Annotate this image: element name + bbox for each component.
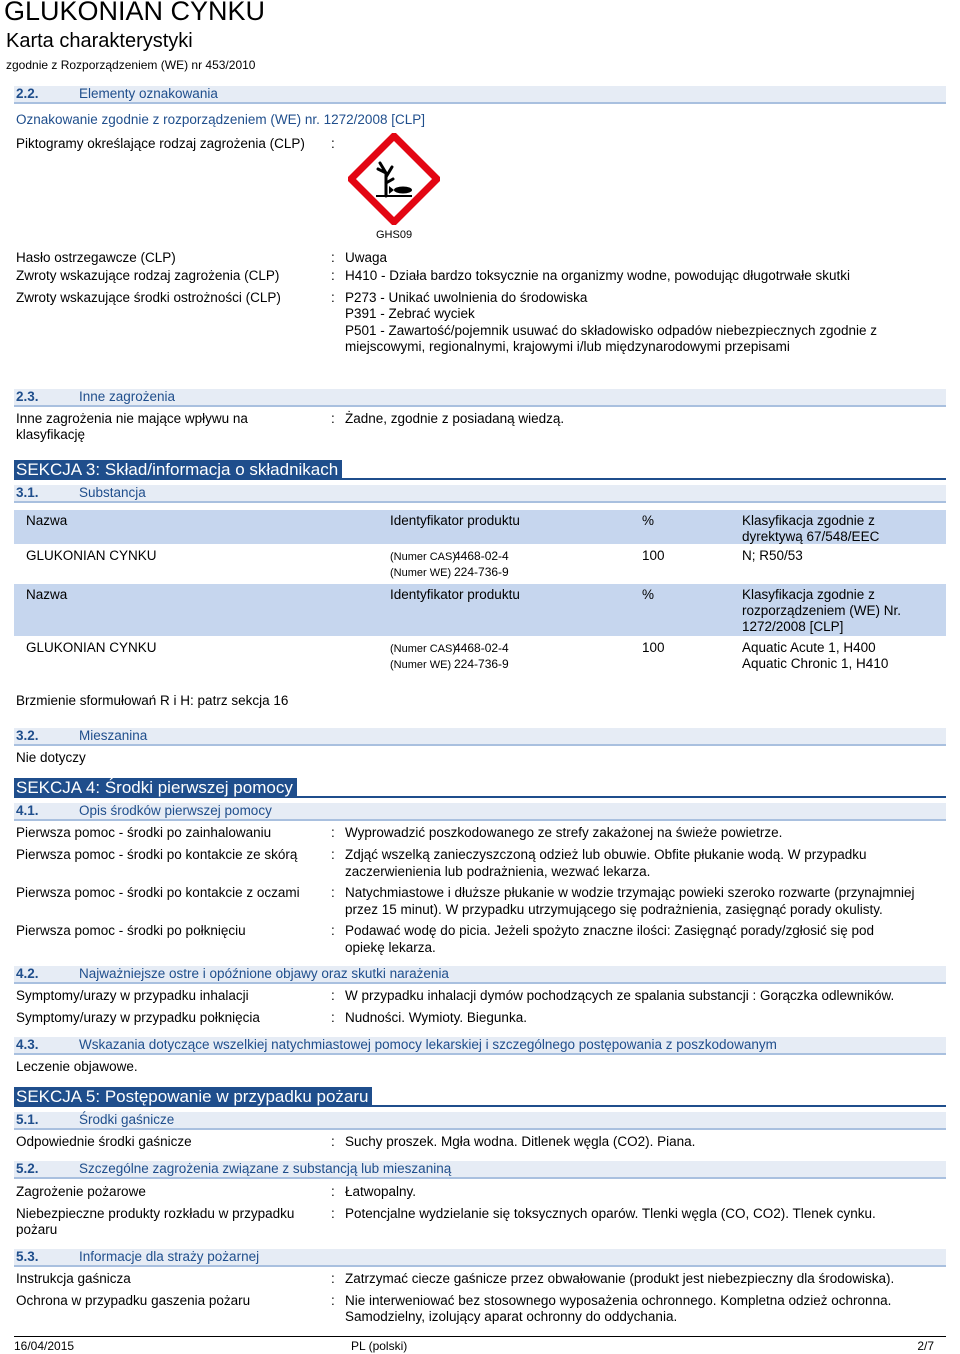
extinguishing-media-label: Odpowiednie środki gaśnicze xyxy=(16,1134,192,1149)
extinguishing-media-value: Suchy proszek. Mgła wodna. Ditlenek węgla (CO2). Piana. xyxy=(345,1134,696,1149)
table-header-row xyxy=(14,584,946,636)
subsection-title: Środki gaśnicze xyxy=(79,1112,175,1127)
page-footer xyxy=(14,1336,946,1353)
subsection-number: 3.2. xyxy=(16,728,39,743)
subsection-title: Opis środków pierwszej pomocy xyxy=(79,803,272,818)
subsection-3-2 xyxy=(14,728,946,746)
subsection-number: 3.1. xyxy=(16,485,39,500)
we-number: 224-736-9 xyxy=(454,657,509,671)
other-hazards-label: Inne zagrożenia nie mające wpływu na xyxy=(16,411,248,426)
footer-page-number: 2/7 xyxy=(917,1339,934,1353)
eye-contact-value: Natychmiastowe i dłuższe płukanie w wodzie trzymając powieki szeroko rozwarte (przynajmniej xyxy=(345,885,915,900)
eye-contact-label: Pierwsza pomoc - środki po kontakcie z oczami xyxy=(16,885,300,900)
other-hazards-value: Żadne, zgodnie z posiadaną wiedzą. xyxy=(345,411,565,426)
table-row xyxy=(14,546,946,580)
subsection-title: Elementy oznakowania xyxy=(79,86,218,101)
firefighting-protection-value: Nie interweniować bez stosownego wyposażenia ochronnego. Kompletna odzież ochronna. xyxy=(345,1293,892,1308)
cas-number: 4468-02-4 xyxy=(454,549,509,563)
decomposition-label-cont: pożaru xyxy=(16,1222,58,1237)
column-header-name: Nazwa xyxy=(26,513,68,528)
subsection-number: 2.3. xyxy=(16,389,39,404)
fire-hazard-label: Zagrożenie pożarowe xyxy=(16,1184,146,1199)
column-header-class: Klasyfikacja zgodnie z xyxy=(742,587,875,602)
subsection-5-3 xyxy=(14,1249,946,1267)
colon: : xyxy=(331,411,335,426)
subsection-title: Najważniejsze ostre i opóźnione objawy oraz skutki narażenia xyxy=(79,966,449,981)
subsection-5-2 xyxy=(14,1161,946,1179)
precaution-line: miejscowymi, regionalnymi, krajowymi i/lub międzynarodowymi przepisami xyxy=(345,339,790,354)
hazard-statement-value: H410 - Działa bardzo toksycznie na organizmy wodne, powodując długotrwałe skutki xyxy=(345,268,851,283)
subsection-4-2 xyxy=(14,966,946,984)
subsection-3-1 xyxy=(14,485,946,503)
column-header-id: Identyfikator produktu xyxy=(390,513,520,528)
section-3-header xyxy=(14,460,946,480)
symptoms-ingestion-value: Nudności. Wymioty. Biegunka. xyxy=(345,1010,527,1025)
colon: : xyxy=(331,1271,335,1286)
cas-number: 4468-02-4 xyxy=(454,641,509,655)
ingestion-value: Podawać wodę do picia. Jeżeli spożyto znaczne ilości: Zasięgnąć porady/zgłosić się pod xyxy=(345,923,875,938)
classification-value: Aquatic Chronic 1, H410 xyxy=(742,656,889,671)
section-title: SEKCJA 3: Skład/informacja o składnikach xyxy=(14,460,342,479)
we-label: (Numer WE) xyxy=(390,567,452,579)
symptoms-ingestion-label: Symptomy/urazy w przypadku połknięcia xyxy=(16,1010,260,1025)
symptoms-inhalation-value: W przypadku inhalacji dymów pochodzących ze spalania substancji : Gorączka odlewników. xyxy=(345,988,895,1003)
colon: : xyxy=(331,847,335,862)
signal-word-label: Hasło ostrzegawcze (CLP) xyxy=(16,250,176,265)
section-5-header xyxy=(14,1087,946,1107)
clp-heading: Oznakowanie zgodnie z rozporządzeniem (WE) nr. 1272/2008 [CLP] xyxy=(16,112,425,127)
column-header-class: Klasyfikacja zgodnie z xyxy=(742,513,875,528)
skin-contact-value-cont: zaczerwienienia lub podrażnienia, wezwać lekarza. xyxy=(345,864,651,879)
colon: : xyxy=(331,136,335,151)
colon: : xyxy=(331,250,335,265)
section-title: SEKCJA 4: Środki pierwszej pomocy xyxy=(14,778,297,797)
subsection-number: 2.2. xyxy=(16,86,39,101)
subsection-number: 5.2. xyxy=(16,1161,39,1176)
percent-value: 100 xyxy=(642,548,665,563)
colon: : xyxy=(331,1010,335,1025)
column-header-id: Identyfikator produktu xyxy=(390,587,520,602)
other-hazards-label-cont: klasyfikację xyxy=(16,427,86,442)
colon: : xyxy=(331,885,335,900)
colon: : xyxy=(331,923,335,938)
subsection-title: Substancja xyxy=(79,485,146,500)
firefighting-instructions-label: Instrukcja gaśnicza xyxy=(16,1271,131,1286)
subsection-title: Wskazania dotyczące wszelkiej natychmiastowej pomocy lekarskiej i szczególnego postępowania z poszkodowanym xyxy=(79,1037,777,1052)
we-number: 224-736-9 xyxy=(454,565,509,579)
cas-label: (Numer CAS) xyxy=(390,643,457,655)
eye-contact-value-cont: przez 15 minut). W przypadku utrzymującego się podrażnienia, zasięgnąć porady okulisty. xyxy=(345,902,883,917)
subsection-title: Mieszanina xyxy=(79,728,148,743)
column-header-name: Nazwa xyxy=(26,587,68,602)
classification-value: N; R50/53 xyxy=(742,548,803,563)
section-4-header xyxy=(14,778,946,798)
column-header-class-cont: dyrektywą 67/548/EEC xyxy=(742,529,880,544)
inhalation-label: Pierwsza pomoc - środki po zainhalowaniu xyxy=(16,825,272,840)
colon: : xyxy=(331,1206,335,1221)
precaution-line: P501 - Zawartość/pojemnik usuwać do składowisko odpadów niebezpiecznych zgodnie z xyxy=(345,323,878,338)
skin-contact-label: Pierwsza pomoc - środki po kontakcie ze skórą xyxy=(16,847,298,862)
ingestion-label: Pierwsza pomoc - środki po połknięciu xyxy=(16,923,246,938)
medical-attention-value: Leczenie objawowe. xyxy=(16,1059,138,1074)
phrases-note: Brzmienie sformułowań R i H: patrz sekcja 16 xyxy=(16,693,289,708)
column-header-percent: % xyxy=(642,587,655,602)
subsection-title: Informacje dla straży pożarnej xyxy=(79,1249,260,1264)
precautionary-statements-label: Zwroty wskazujące środki ostrożności (CLP) xyxy=(16,290,281,305)
column-header-percent: % xyxy=(642,513,655,528)
firefighting-protection-value-cont: Samodzielny, izolujący aparat ochronny do oddychania. xyxy=(345,1309,678,1324)
mixture-value: Nie dotyczy xyxy=(16,750,86,765)
inhalation-value: Wyprowadzić poszkodowanego ze strefy zakażonej na świeże powietrze. xyxy=(345,825,783,840)
cas-label: (Numer CAS) xyxy=(390,551,457,563)
percent-value: 100 xyxy=(642,640,665,655)
signal-word-value: Uwaga xyxy=(345,250,388,265)
fire-hazard-value: Łatwopalny. xyxy=(345,1184,417,1199)
column-header-class-cont: 1272/2008 [CLP] xyxy=(742,619,844,634)
subsection-number: 4.1. xyxy=(16,803,39,818)
colon: : xyxy=(331,825,335,840)
pictogram-code: GHS09 xyxy=(376,229,413,241)
subsection-number: 4.2. xyxy=(16,966,39,981)
colon: : xyxy=(331,268,335,283)
colon: : xyxy=(331,1293,335,1308)
colon: : xyxy=(331,988,335,1003)
column-header-class-cont: rozporządzeniem (WE) Nr. xyxy=(742,603,902,618)
firefighting-instructions-value: Zatrzymać ciecze gaśnicze przez obwałowanie (produkt jest niebezpieczny dla środowiska). xyxy=(345,1271,895,1286)
precaution-line: P391 - Zebrać wyciek xyxy=(345,306,475,321)
classification-value: Aquatic Acute 1, H400 xyxy=(742,640,876,655)
symptoms-inhalation-label: Symptomy/urazy w przypadku inhalacji xyxy=(16,988,249,1003)
colon: : xyxy=(331,290,335,305)
table-header-row xyxy=(14,510,946,544)
precaution-line: P273 - Unikać uwolnienia do środowiska xyxy=(345,290,588,305)
ingestion-value-cont: opiekę lekarza. xyxy=(345,940,436,955)
subsection-4-3 xyxy=(14,1037,946,1055)
substance-name: GLUKONIAN CYNKU xyxy=(26,548,157,563)
subsection-2-3 xyxy=(14,389,946,407)
firefighting-protection-label: Ochrona w przypadku gaszenia pożaru xyxy=(16,1293,251,1308)
footer-language: PL (polski) xyxy=(351,1339,408,1353)
colon: : xyxy=(331,1184,335,1199)
dead-fish xyxy=(394,187,412,194)
we-label: (Numer WE) xyxy=(390,659,452,671)
section-title: SEKCJA 5: Postępowanie w przypadku pożaru xyxy=(14,1087,372,1106)
footer-date: 16/04/2015 xyxy=(14,1339,75,1353)
subsection-4-1 xyxy=(14,803,946,821)
subsection-title: Szczególne zagrożenia związane z substancją lub mieszaniną xyxy=(79,1161,452,1176)
subsection-title: Inne zagrożenia xyxy=(79,389,176,404)
colon: : xyxy=(331,1134,335,1149)
subsection-number: 4.3. xyxy=(16,1037,39,1052)
decomposition-value: Potencjalne wydzielanie się toksycznych oparów. Tlenki węgla (CO, CO2). Tlenek cynku. xyxy=(345,1206,876,1221)
pictogram-label: Piktogramy określające rodzaj zagrożenia (CLP) xyxy=(16,136,305,151)
substance-name: GLUKONIAN CYNKU xyxy=(26,640,157,655)
hazard-statements-label: Zwroty wskazujące rodzaj zagrożenia (CLP) xyxy=(16,268,280,283)
regulation-reference: zgodnie z Rozporządzeniem (WE) nr 453/2010 xyxy=(6,58,256,72)
subsection-5-1 xyxy=(14,1112,946,1130)
table-row xyxy=(14,638,946,672)
document-subtitle: Karta charakterystyki xyxy=(6,30,193,52)
subsection-number: 5.3. xyxy=(16,1249,39,1264)
skin-contact-value: Zdjąć wszelką zanieczyszczoną odzież lub obuwie. Obfite płukanie wodą. W przypadku xyxy=(345,847,867,862)
document-title: GLUKONIAN CYNKU xyxy=(4,0,266,26)
subsection-number: 5.1. xyxy=(16,1112,39,1127)
ghs09-environment-pictogram-icon xyxy=(348,133,440,225)
decomposition-label: Niebezpieczne produkty rozkładu w przypadku xyxy=(16,1206,295,1221)
subsection-2-2 xyxy=(14,86,946,104)
